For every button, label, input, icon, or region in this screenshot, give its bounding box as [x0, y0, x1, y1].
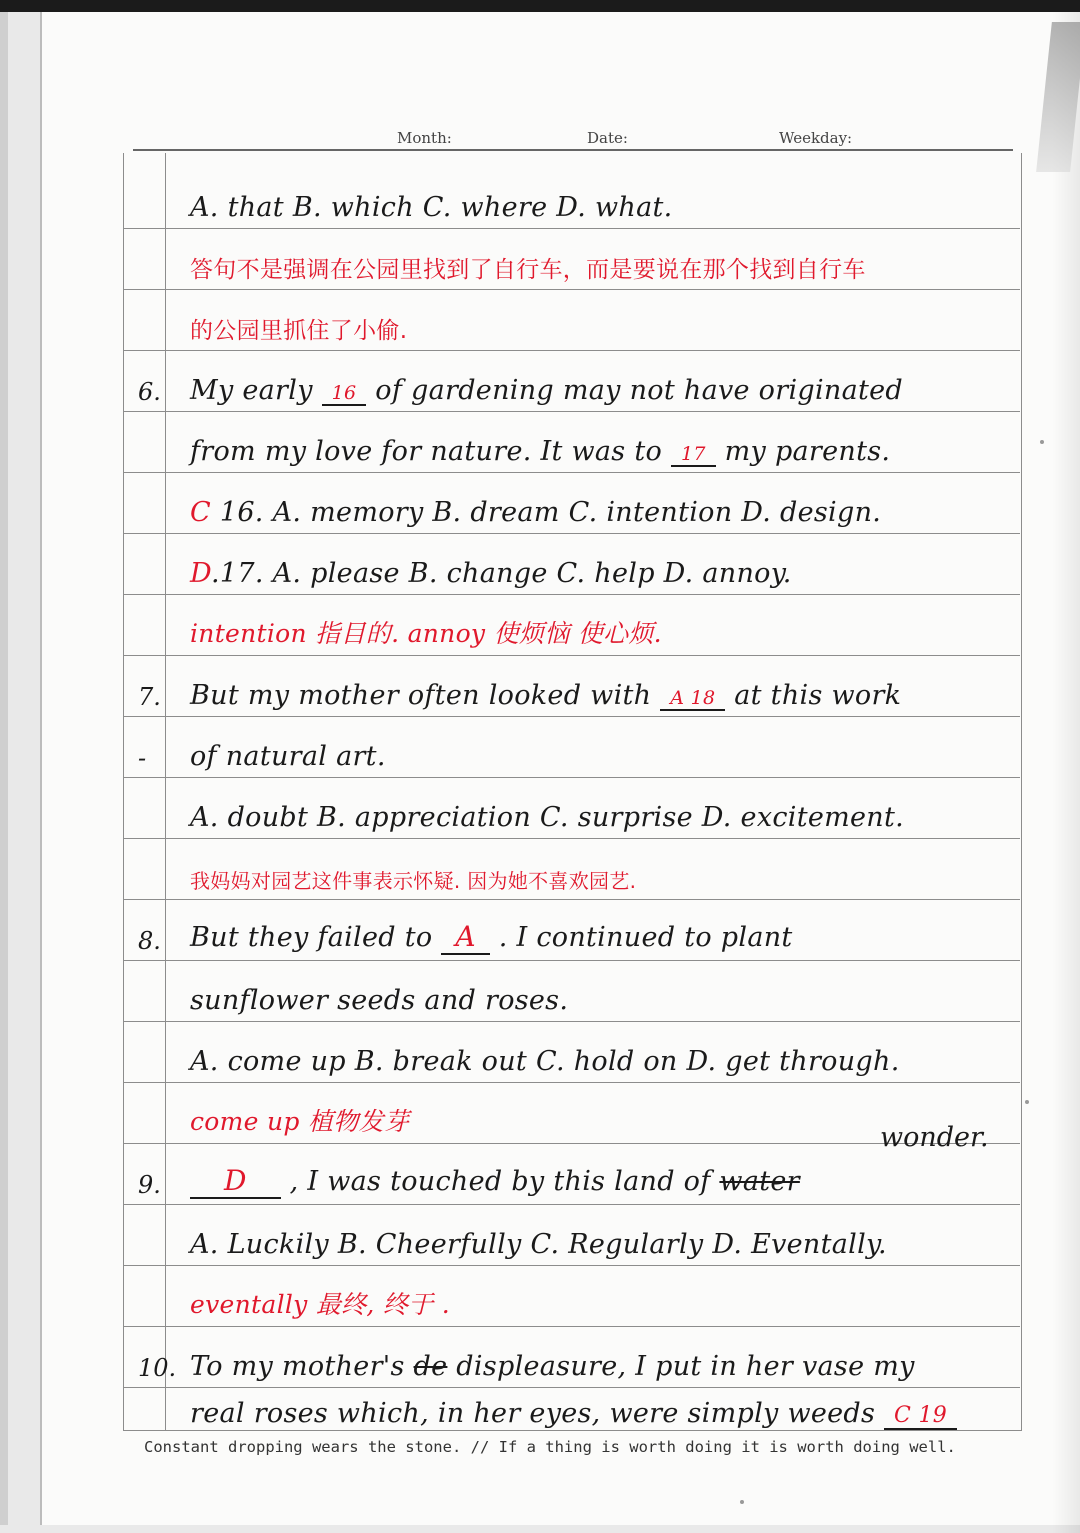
- question-number: 7.: [138, 683, 161, 711]
- paper-speck: [1025, 1100, 1029, 1104]
- inserted-correction: wonder.: [880, 1122, 989, 1153]
- notebook-line: [0, 1204, 1080, 1264]
- notebook-line: [0, 411, 1080, 471]
- text-segment: , I was touched by this land of: [280, 1166, 720, 1197]
- question-number: 8.: [138, 927, 161, 955]
- question-text: [190, 920, 793, 955]
- note-chinese: 的公园里抓住了小偷.: [190, 318, 408, 344]
- notebook-line: [0, 1374, 1080, 1434]
- crossed-out-word: water: [719, 1166, 800, 1197]
- notebook-line: [0, 1021, 1080, 1081]
- notebook-line: [0, 167, 1080, 227]
- question-text: [190, 1398, 957, 1430]
- paper-speck: [740, 1500, 744, 1504]
- options-q8: A. come up B. break out C. hold on D. get through.: [190, 1046, 900, 1077]
- text-segment: 16. A. memory B. dream C. intention D. design.: [210, 497, 882, 528]
- note-vocab: intention 指目的. annoy 使烦恼 使心烦.: [190, 619, 662, 648]
- text-segment: .17. A. please B. change C. help D. annoy.: [211, 558, 792, 589]
- question-text: of natural art.: [190, 741, 386, 772]
- notebook-line: [0, 655, 1080, 715]
- options-q17: [190, 558, 792, 589]
- text-segment: To my mother's: [190, 1351, 414, 1382]
- header-rule: [133, 149, 1013, 151]
- month-label: Month:: [397, 129, 452, 147]
- options-q18: A. doubt B. appreciation C. surprise D. excitement.: [190, 802, 905, 833]
- answer-blank: D: [190, 1164, 281, 1199]
- options-q5: A. that B. which C. where D. what.: [190, 192, 673, 223]
- answer-blank: C 19: [884, 1403, 957, 1430]
- question-text: [190, 436, 890, 467]
- question-text: [190, 680, 901, 711]
- question-number: 9.: [138, 1171, 161, 1199]
- text-segment: real roses which, in her eyes, were simply weeds: [190, 1398, 885, 1429]
- date-label: Date:: [587, 129, 628, 147]
- footer-motto: Constant dropping wears the stone. // If a thing is worth doing it is worth doing well.: [144, 1438, 956, 1456]
- answer-mark: C: [190, 497, 211, 528]
- notebook-line: [0, 838, 1080, 898]
- text-segment: But they failed to: [190, 922, 442, 953]
- notebook-line: [0, 533, 1080, 593]
- text-segment: at this work: [725, 680, 902, 711]
- text-segment: from my love for nature. It was to: [190, 436, 671, 467]
- notebook-line: [0, 960, 1080, 1020]
- paper-speck: [1040, 440, 1044, 444]
- answer-blank: 16: [322, 382, 367, 406]
- weekday-label: Weekday:: [779, 129, 853, 147]
- scan-shadow-top: [0, 0, 1080, 12]
- notebook-line: [0, 716, 1080, 776]
- notebook-line: [0, 289, 1080, 349]
- note-vocab: come up 植物发芽: [190, 1107, 410, 1136]
- answer-blank: 17: [671, 443, 716, 467]
- text-segment: My early: [190, 375, 322, 406]
- notebook-line: [0, 899, 1080, 959]
- crossed-out-word: de: [413, 1351, 448, 1382]
- question-text: sunflower seeds and roses.: [190, 985, 569, 1016]
- notebook-line: [0, 777, 1080, 837]
- notebook-line: [0, 228, 1080, 288]
- notebook-line: [0, 1265, 1080, 1325]
- question-number: 6.: [138, 378, 161, 406]
- text-segment: But my mother often looked with: [190, 680, 661, 711]
- answer-blank: A 18: [660, 687, 725, 711]
- text-segment: of gardening may not have originated: [366, 375, 903, 406]
- note-vocab: eventally 最终, 终于 .: [190, 1290, 451, 1319]
- answer-blank: A: [441, 920, 490, 955]
- notebook-line: [0, 350, 1080, 410]
- note-chinese: 答句不是强调在公园里找到了自行车，而是要说在那个找到自行车: [190, 257, 866, 283]
- question-number: 10.: [138, 1354, 177, 1382]
- note-chinese: 我妈妈对园艺这件事表示怀疑. 因为她不喜欢园艺.: [190, 869, 637, 893]
- notebook-line: [0, 594, 1080, 654]
- question-number: -: [138, 744, 147, 772]
- notebook-line: [0, 472, 1080, 532]
- question-text: [190, 375, 903, 406]
- text-segment: . I continued to plant: [489, 922, 793, 953]
- question-text: [190, 1164, 800, 1199]
- options-q9: A. Luckily B. Cheerfully C. Regularly D. Eventally.: [190, 1229, 887, 1260]
- options-q16: [190, 497, 881, 528]
- text-segment: my parents.: [715, 436, 891, 467]
- text-segment: displeasure, I put in her vase my: [447, 1351, 915, 1382]
- answer-mark: D: [190, 558, 211, 589]
